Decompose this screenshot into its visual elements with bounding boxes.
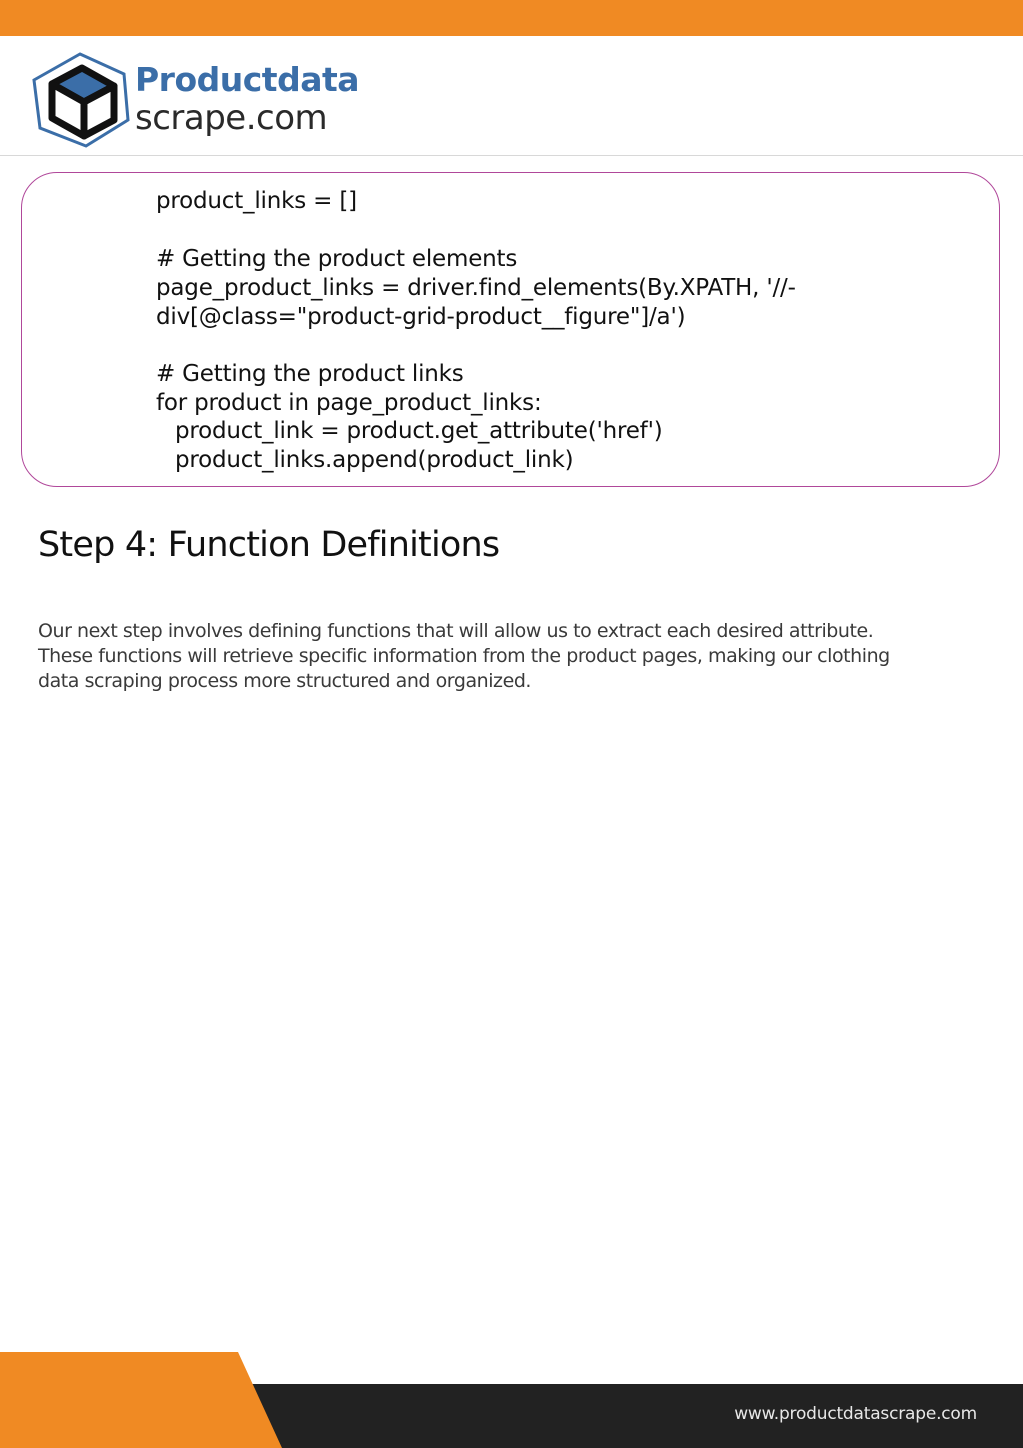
code-line: product_link = product.get_attribute('href'): [175, 418, 663, 444]
footer: [0, 1352, 1023, 1448]
code-comment: # Getting the product elements: [156, 246, 518, 272]
body-paragraph: [38, 619, 958, 694]
code-line: page_product_links = driver.find_elements(By.XPATH, '//-: [156, 275, 796, 301]
paragraph-line: These functions will retrieve specific information from the product pages, making our clothing: [38, 645, 890, 667]
code-line: product_links.append(product_link): [175, 447, 574, 473]
paragraph-line: Our next step involves defining functions that will allow us to extract each desired attribute.: [38, 620, 874, 642]
code-comment: # Getting the product links: [156, 361, 464, 387]
code-line: product_links = []: [156, 188, 357, 214]
section-heading: Step 4: Function Definitions: [38, 525, 500, 565]
cube-logo-icon: [30, 50, 134, 150]
logo-wordmark-bottom: scrape.com: [135, 98, 328, 138]
code-line: for product in page_product_links:: [156, 390, 542, 416]
footer-website-link[interactable]: www.productdatascrape.com: [734, 1404, 977, 1424]
top-accent-bar: [0, 0, 1023, 36]
logo-wordmark-top: Productdata: [135, 60, 360, 99]
code-line: div[@class="product-grid-product__figure"]/a'): [156, 304, 686, 330]
header: [0, 36, 1023, 156]
paragraph-line: data scraping process more structured and organized.: [38, 670, 532, 692]
footer-band: [0, 1352, 1023, 1448]
